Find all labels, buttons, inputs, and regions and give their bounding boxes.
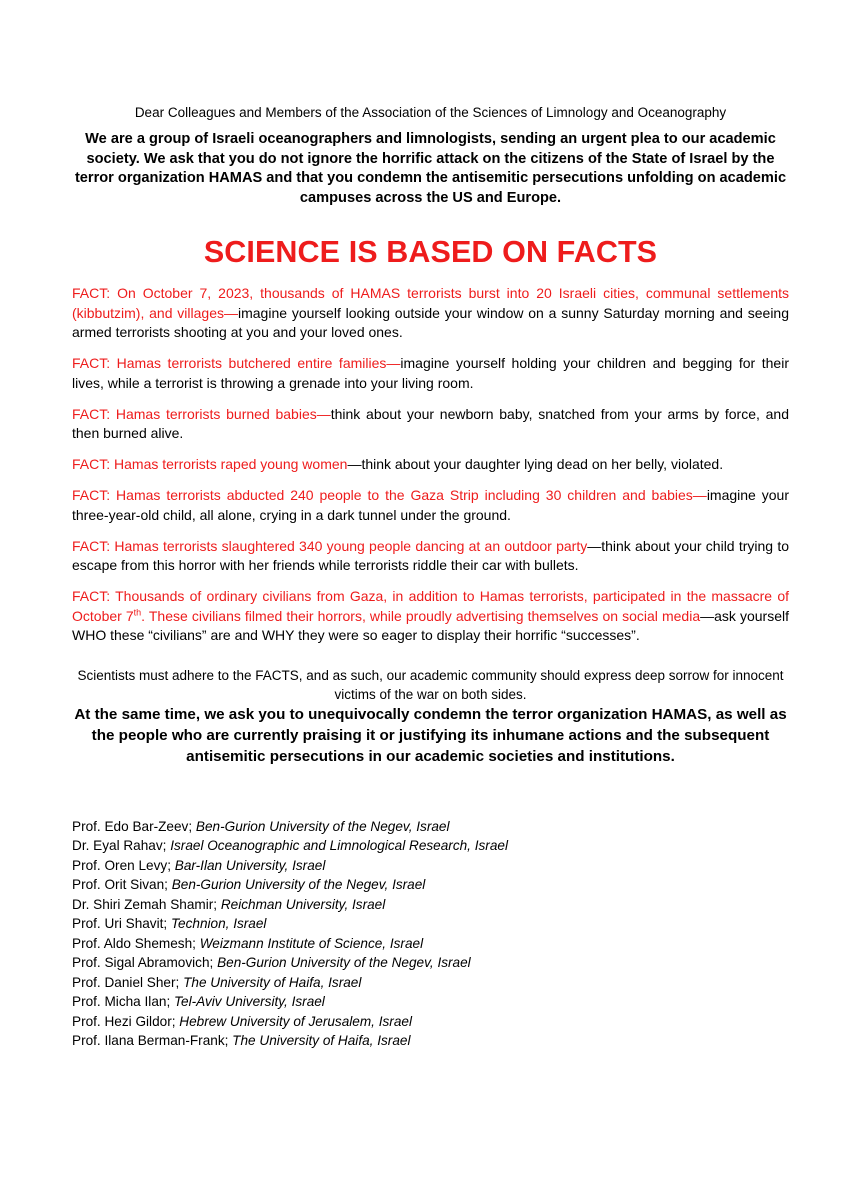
signatory-name: Prof. Hezi Gildor; — [72, 1013, 180, 1029]
signatory-name: Prof. Oren Levy; — [72, 857, 175, 873]
signatory-affiliation: The University of Haifa, Israel — [183, 974, 362, 990]
fact-appeal: —ask yourself WHO these “civilians” are and WHY they were so eager to display their horrific “successes”. — [72, 607, 789, 643]
fact-paragraph — [72, 537, 789, 576]
closing-paragraph: Scientists must adhere to the FACTS, and as such, our academic community should express deep sorrow for innocent victims of the war on both sides. — [77, 667, 784, 702]
signatory-affiliation: Ben-Gurion University of the Negev, Israel — [171, 877, 426, 892]
signatory-affiliation: The University of Haifa, Israel — [232, 1033, 411, 1048]
signatory-name: Prof. Micha Ilan; — [72, 994, 174, 1009]
signatory — [72, 836, 789, 856]
fact-claim: FACT: Hamas terrorists slaughtered 340 young people dancing at an outdoor party — [72, 537, 588, 554]
signatory — [72, 895, 789, 915]
fact-paragraph — [72, 587, 789, 646]
signatory — [72, 934, 789, 954]
signatory — [72, 973, 789, 993]
fact-appeal: think about your newborn baby, snatched from your arms by force, and then burned alive. — [72, 405, 789, 441]
signatory-affiliation: Reichman University, Israel — [220, 896, 386, 912]
signatory-affiliation: Weizmann Institute of Science, Israel — [199, 935, 424, 951]
fact-paragraph — [72, 486, 789, 525]
fact-claim: FACT: On October 7, 2023, thousands of HAMAS terrorists burst into 20 Israeli cities, communal settlements (kibbutzim), and villages— — [72, 285, 789, 321]
letter-page — [72, 103, 789, 1051]
signatory — [72, 1012, 789, 1032]
fact-appeal: imagine your three-year-old child, all alone, crying in a dark tunnel under the ground. — [72, 487, 790, 523]
ordinal-superscript: th — [133, 606, 142, 617]
signatories-list — [72, 817, 789, 1051]
signatory — [72, 856, 789, 876]
fact-claim: FACT: Hamas terrorists abducted 240 people to the Gaza Strip including 30 children and babies— — [72, 487, 707, 503]
signatory-name: Prof. Ilana Berman-Frank; — [72, 1033, 233, 1048]
condemn-paragraph: At the same time, we ask you to unequivocally condemn the terror organization HAMAS, as well as the people who are currently praising it or justifying its inhumane actions and the subsequent antisemitic persecutions in our academic societies and institutions. — [74, 705, 787, 765]
fact-claim: FACT: Hamas terrorists raped young women — [72, 456, 348, 472]
signatory — [72, 875, 789, 895]
headline: SCIENCE IS BASED ON FACTS — [203, 235, 658, 269]
signatory-name: Prof. Edo Bar-Zeev; — [72, 818, 196, 834]
fact-claim-continued: . These civilians filmed their horrors, while proudly advertising themselves on social media — [141, 607, 701, 624]
signatory-name: Prof. Orit Sivan; — [72, 877, 172, 892]
signatory-affiliation: Bar-Ilan University, Israel — [174, 857, 326, 873]
fact-appeal: —think about your daughter lying dead on her belly, violated. — [347, 456, 724, 472]
fact-claim: FACT: Thousands of ordinary civilians from Gaza, in addition to Hamas terrorists, participated in the massacre of October 7 — [72, 588, 789, 624]
signatory-name: Dr. Eyal Rahav; — [72, 838, 171, 853]
facts-list — [72, 284, 789, 646]
signatory — [72, 953, 789, 973]
signatory — [72, 914, 789, 934]
signatory-affiliation: Ben-Gurion University of the Negev, Israel — [217, 955, 471, 970]
signatory-affiliation: Tel-Aviv University, Israel — [174, 994, 325, 1009]
fact-claim: FACT: Hamas terrorists burned babies— — [72, 405, 331, 422]
signatory — [72, 1031, 789, 1051]
signatory-name: Prof. Uri Shavit; — [72, 916, 171, 931]
plea-paragraph: We are a group of Israeli oceanographers and limnologists, sending an urgent plea to our academic society. We ask that you do not ignore the horrific attack on the citizens of the State of Israel by the terror organization HAMAS and that you condemn the antisemitic persecutions unfolding on academic campuses across the US and Europe. — [74, 131, 787, 206]
signatory — [72, 992, 789, 1012]
signatory-affiliation: Israel Oceanographic and Limnological Research, Israel — [170, 838, 508, 853]
signatory-name: Prof. Sigal Abramovich; — [72, 955, 218, 970]
fact-appeal: —think about your child trying to escape from this horror with her friends while terrorists riddle their car with bullets. — [72, 537, 789, 573]
fact-paragraph — [72, 455, 789, 475]
fact-paragraph — [72, 284, 789, 343]
signatory-affiliation: Hebrew University of Jerusalem, Israel — [179, 1013, 412, 1029]
fact-paragraph — [72, 405, 789, 444]
signatory-name: Prof. Aldo Shemesh; — [72, 935, 200, 951]
greeting: Dear Colleagues and Members of the Association of the Sciences of Limnology and Oceanography — [134, 105, 727, 120]
signatory-affiliation: Ben-Gurion University of the Negev, Israel — [195, 818, 450, 834]
fact-appeal: imagine yourself looking outside your window on a sunny Saturday morning and seeing armed terrorists shooting at you and your loved ones. — [72, 304, 790, 340]
signatory-name: Prof. Daniel Sher; — [72, 974, 184, 990]
fact-paragraph — [72, 354, 789, 393]
fact-appeal: imagine yourself holding your children and begging for their lives, while a terrorist is throwing a grenade into your living room. — [72, 355, 789, 391]
fact-claim: FACT: Hamas terrorists butchered entire families— — [72, 355, 401, 371]
signatory-affiliation: Technion, Israel — [170, 916, 267, 931]
signatory — [72, 817, 789, 837]
signatory-name: Dr. Shiri Zemah Shamir; — [72, 896, 221, 912]
